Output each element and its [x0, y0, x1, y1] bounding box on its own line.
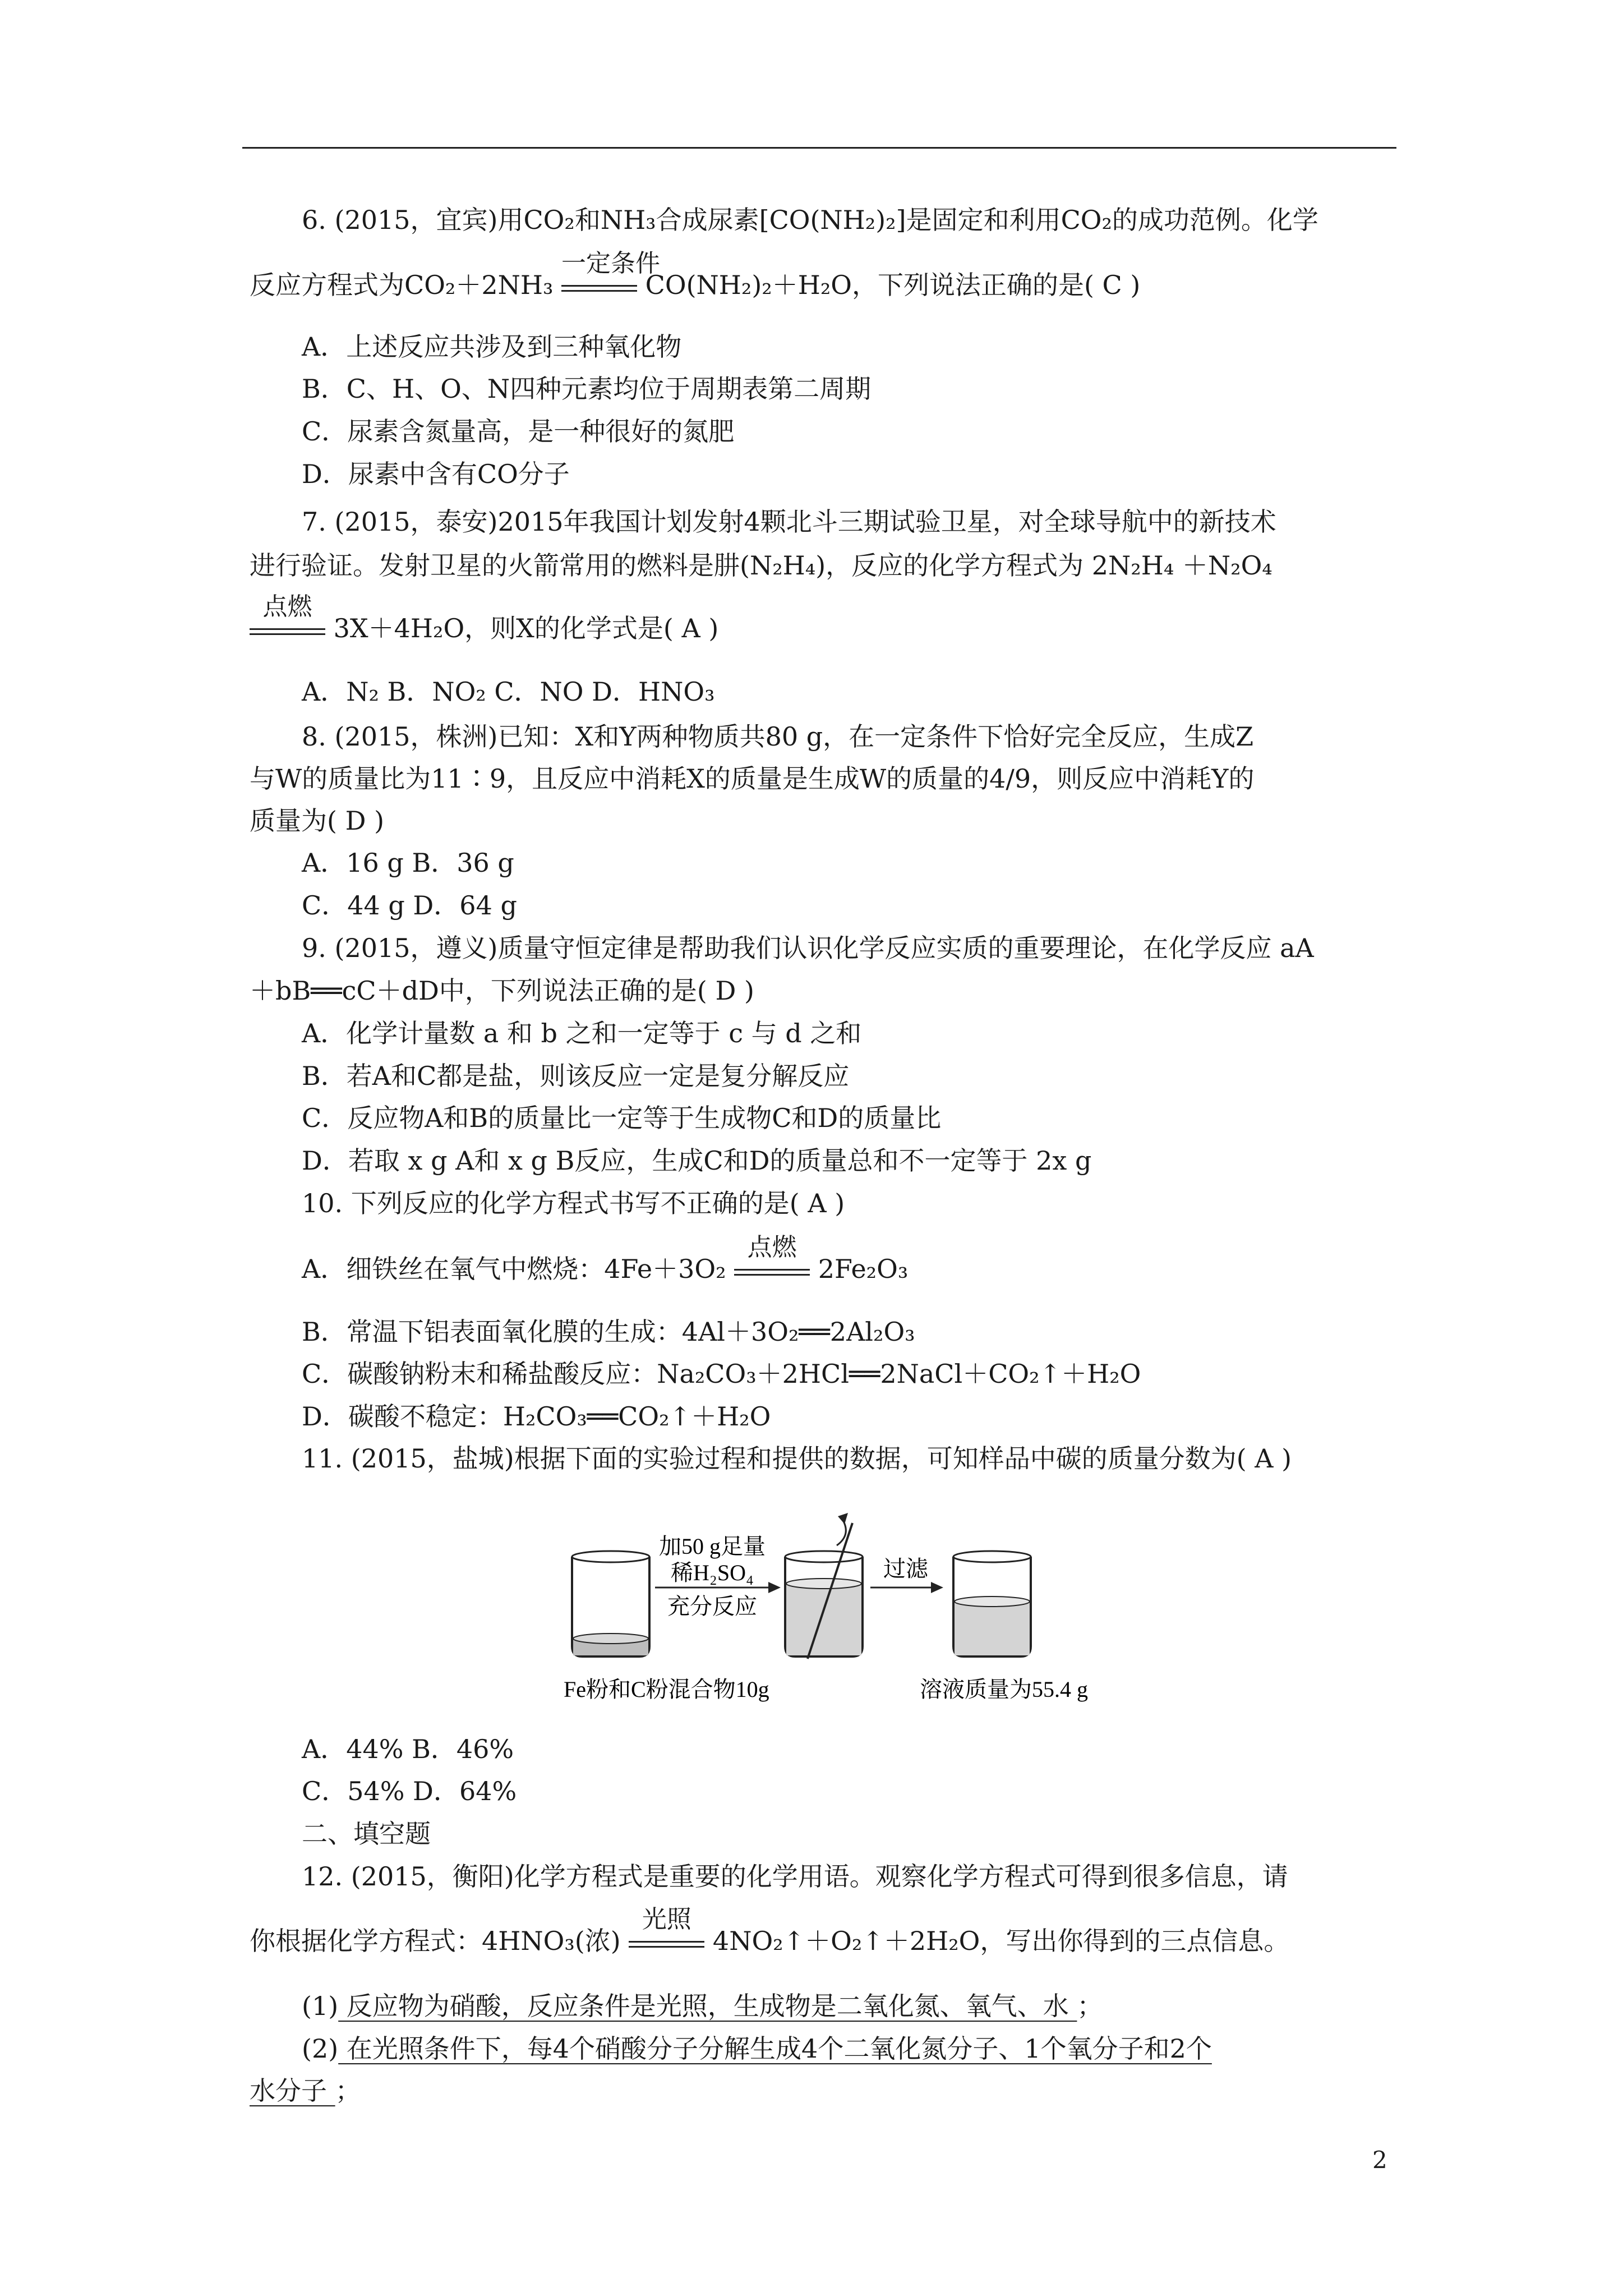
q12-answer-1: (1) 反应物为硝酸，反应条件是光照，生成物是二氧化氮、氧气、水 ； [302, 1991, 1103, 2021]
step2-label: 过滤 [883, 1556, 928, 1581]
q7-options: A．N₂ B．NO₂ C．NO D．HNO₃ [302, 677, 715, 707]
q10-option-d: D．碳酸不稳定：H₂CO₃══CO₂↑＋H₂O [302, 1401, 771, 1432]
q12-answer-2: (2) 在光照条件下，每4个硝酸分子分解生成4个二氧化氮分子、1个氧分子和2个 [302, 2033, 1212, 2064]
header-rule [242, 147, 1396, 149]
q6-option-d: D．尿素中含有CO分子 [302, 459, 570, 489]
q6-line2: 反应方程式为CO₂＋2NH₃ 一定条件 CO(NH₂)₂＋H₂O，下列说法正确的是( C ) [250, 268, 1140, 302]
q9-line2: ＋bB══cC＋dD中，下列说法正确的是( D ) [250, 976, 754, 1006]
q9-option-c: C．反应物A和B的质量比一定等于生成物C和D的质量比 [302, 1103, 942, 1133]
q9-option-a: A．化学计量数 a 和 b 之和一定等于 c 与 d 之和 [302, 1018, 862, 1048]
section-heading: 二、填空题 [302, 1819, 431, 1849]
q9-option-b: B．若A和C都是盐，则该反应一定是复分解反应 [302, 1061, 850, 1091]
step1-line1: 加50 g足量 [659, 1534, 766, 1559]
reaction-condition: 点燃 [250, 611, 325, 645]
q11-options-1: A．44% B．46% [302, 1734, 514, 1764]
q9-option-d: D．若取 x g A和 x g B反应，生成C和D的质量总和不一定等于 2x g [302, 1145, 1092, 1176]
experiment-figure [561, 1512, 1166, 1714]
q7-line3: 点燃 3X＋4H₂O，则X的化学式是( A ) [250, 611, 718, 645]
caption-left: Fe粉和C粉混合物10g [564, 1677, 769, 1702]
beaker-1 [572, 1551, 649, 1657]
q12-line1: 12. (2015，衡阳)化学方程式是重要的化学用语。观察化学方程式可得到很多信息，请 [302, 1861, 1288, 1892]
caption-right: 溶液质量为55.4 g [920, 1677, 1088, 1702]
q10-option-c: C．碳酸钠粉末和稀盐酸反应：Na₂CO₃＋2HCl══2NaCl＋CO₂↑＋H₂O [302, 1359, 1141, 1389]
reaction-condition: 一定条件 [561, 268, 637, 302]
beaker-2 [785, 1513, 863, 1659]
reaction-condition: 点燃 [734, 1252, 810, 1286]
q6-option-c: C．尿素含氮量高，是一种很好的氮肥 [302, 416, 735, 447]
q12-line2: 你根据化学方程式：4HNO₃(浓) 光照 4NO₂↑＋O₂↑＋2H₂O，写出你得到的三点信息。 [250, 1924, 1289, 1958]
beaker-3 [953, 1551, 1031, 1657]
q8-line1: 8. (2015，株洲)已知：X和Y两种物质共80 g，在一定条件下恰好完全反应，生成Z [302, 721, 1254, 752]
q8-options-1: A．16 g B．36 g [302, 848, 514, 878]
q8-options-2: C．44 g D．64 g [302, 890, 517, 921]
page-number: 2 [1372, 2146, 1387, 2174]
q10-option-a: A．细铁丝在氧气中燃烧：4Fe＋3O₂ 点燃 2Fe₂O₃ [302, 1252, 908, 1286]
q8-line2: 与W的质量比为11∶9，且反应中消耗X的质量是生成W的质量的4/9，则反应中消耗Y的 [250, 763, 1255, 794]
q7-line2: 进行验证。发射卫星的火箭常用的燃料是肼(N₂H₄)，反应的化学方程式为 2N₂H₄ ＋N₂O₄ [250, 550, 1272, 581]
reaction-condition: 光照 [629, 1924, 704, 1958]
step1-line2: 稀H₂SO₄ [671, 1560, 754, 1585]
step1-line3: 充分反应 [667, 1594, 757, 1619]
q10-option-b: B．常温下铝表面氧化膜的生成：4Al＋3O₂══2Al₂O₃ [302, 1317, 915, 1347]
q6-option-b: B．C、H、O、N四种元素均位于周期表第二周期 [302, 374, 872, 404]
q6-option-a: A．上述反应共涉及到三种氧化物 [302, 332, 682, 362]
q8-line3: 质量为( D ) [250, 806, 385, 836]
q9-line1: 9. (2015，遵义)质量守恒定律是帮助我们认识化学反应实质的重要理论，在化学反应 aA [302, 933, 1314, 963]
q10-line1: 10. 下列反应的化学方程式书写不正确的是( A ) [302, 1188, 845, 1218]
q7-line1: 7. (2015，泰安)2015年我国计划发射4颗北斗三期试验卫星，对全球导航中的新技术 [302, 507, 1276, 537]
q6-line1: 6. (2015，宜宾)用CO₂和NH₃合成尿素[CO(NH₂)₂]是固定和利用CO₂的成功范例。化学 [302, 205, 1318, 235]
q11-options-2: C．54% D．64% [302, 1776, 517, 1806]
q12-answer-2-cont: 水分子 ； [250, 2076, 361, 2106]
q11-line1: 11. (2015，盐城)根据下面的实验过程和提供的数据，可知样品中碳的质量分数为( A ) [302, 1443, 1292, 1474]
